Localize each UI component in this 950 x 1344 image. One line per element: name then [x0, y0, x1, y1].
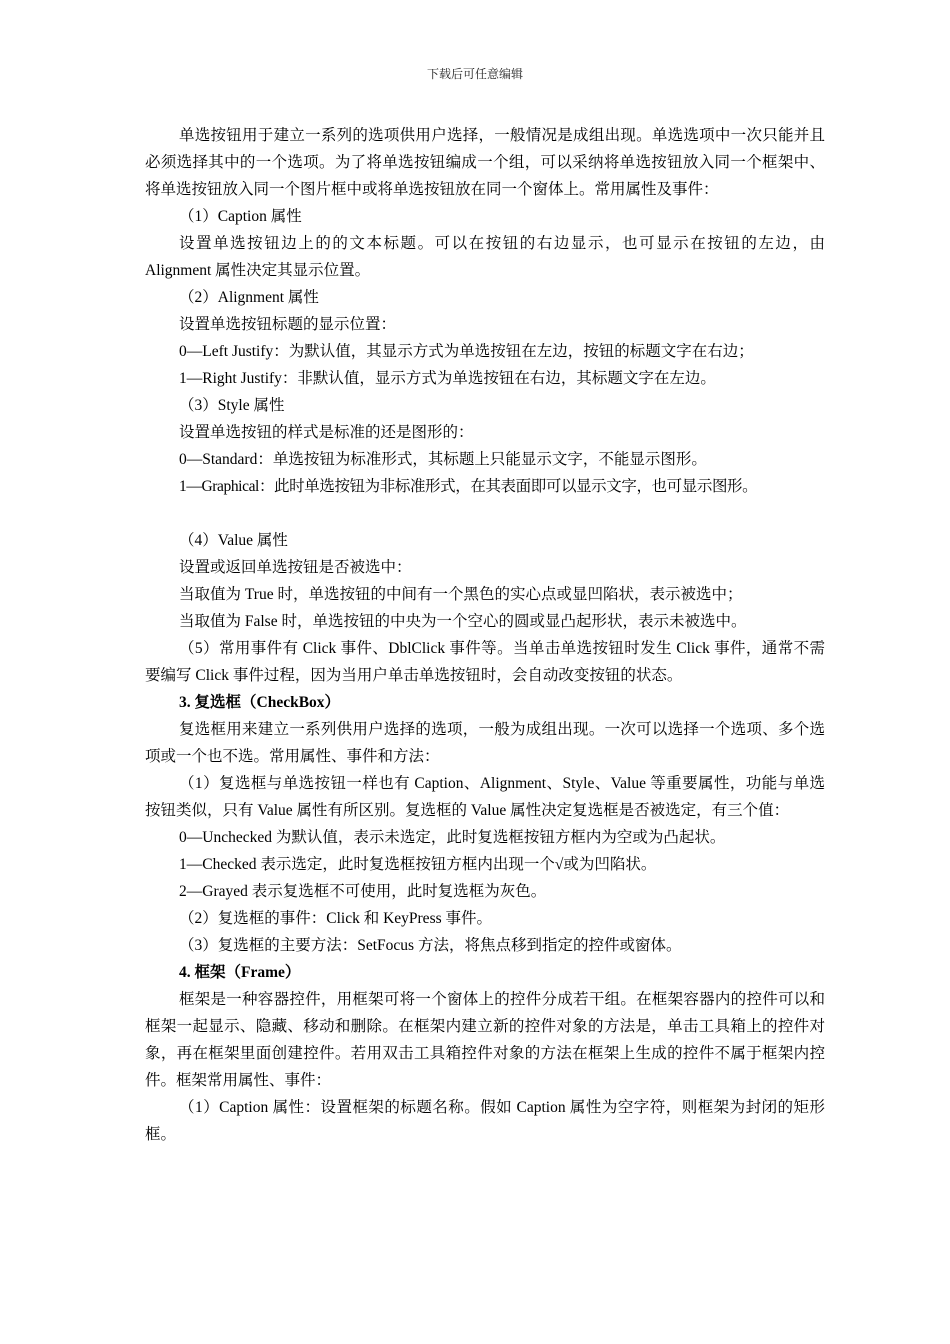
- section-heading-checkbox: 3. 复选框（CheckBox）: [179, 694, 341, 711]
- paragraph-checkbox-events: （2）复选框的事件：Click 和 KeyPress 事件。: [179, 910, 493, 927]
- list-item-checked: 1—Checked 表示选定，此时复选框按钮方框内出现一个√或为凹陷状。: [179, 856, 657, 873]
- document-body: [145, 122, 825, 1148]
- paragraph-alignment-description: 设置单选按钮标题的显示位置：: [179, 316, 397, 333]
- subheading-alignment-property: （2）Alignment 属性: [179, 289, 319, 306]
- section-heading-frame: 4. 框架（Frame）: [179, 964, 301, 981]
- list-item-grayed: 2—Grayed 表示复选框不可使用，此时复选框为灰色。: [179, 883, 547, 900]
- list-item-left-justify: 0—Left Justify：为默认值，其显示方式为单选按钮在左边，按钮的标题文字在右边；: [179, 343, 754, 360]
- paragraph-frame-intro: 框架是一种容器控件，用框架可将一个窗体上的控件分成若干组。在框架容器内的控件可以和框架一起显示、隐藏、移动和删除。在框架内建立新的控件对象的方法是，单击工具箱上的控件对象，再在框架里面创建控件。若用双击工具箱控件对象的方法在框架上生成的控件不属于框架内控件。框架常用属性、事件：: [145, 991, 825, 1089]
- list-item-value-true: 当取值为 True 时，单选按钮的中间有一个黑色的实心点或显凹陷状，表示被选中；: [179, 586, 743, 603]
- paragraph-common-events: （5）常用事件有 Click 事件、DblClick 事件等。当单击单选按钮时发生 Click 事件，通常不需要编写 Click 事件过程，因为当用户单击单选按钮时，会自动改变按钮的状态。: [145, 640, 825, 684]
- paragraph-caption-description: 设置单选按钮边上的的文本标题。可以在按钮的右边显示，也可显示在按钮的左边，由 Alignment 属性决定其显示位置。: [145, 235, 825, 279]
- blank-line: [145, 500, 825, 527]
- paragraph-style-description: 设置单选按钮的样式是标准的还是图形的：: [179, 424, 474, 441]
- paragraph-option-button-intro: 单选按钮用于建立一系列的选项供用户选择，一般情况是成组出现。单选选项中一次只能并且必须选择其中的一个选项。为了将单选按钮编成一个组，可以采纳将单选按钮放入同一个框架中、将单选按钮放入同一个图片框中或将单选按钮放在同一个窗体上。常用属性及事件：: [145, 127, 825, 198]
- list-item-graphical: 1—Graphical：此时单选按钮为非标准形式，在其表面即可以显示文字，也可显示图形。: [179, 478, 758, 495]
- subheading-style-property: （3）Style 属性: [179, 397, 285, 414]
- paragraph-frame-caption: （1）Caption 属性：设置框架的标题名称。假如 Caption 属性为空字符，则框架为封闭的矩形框。: [145, 1099, 825, 1143]
- page-header: 下载后可任意编辑: [426, 67, 523, 81]
- list-item-standard: 0—Standard：单选按钮为标准形式，其标题上只能显示文字，不能显示图形。: [179, 451, 707, 468]
- paragraph-checkbox-methods: （3）复选框的主要方法：SetFocus 方法，将焦点移到指定的控件或窗体。: [179, 937, 682, 954]
- paragraph-value-description: 设置或返回单选按钮是否被选中：: [179, 559, 412, 576]
- subheading-value-property: （4）Value 属性: [179, 532, 288, 549]
- list-item-value-false: 当取值为 False 时，单选按钮的中央为一个空心的圆或显凸起形状，表示未被选中。: [179, 613, 747, 630]
- paragraph-checkbox-intro: 复选框用来建立一系列供用户选择的选项，一般为成组出现。一次可以选择一个选项、多个选项或一个也不选。常用属性、事件和方法：: [145, 721, 825, 765]
- paragraph-checkbox-properties: （1）复选框与单选按钮一样也有 Caption、Alignment、Style、Value 等重要属性，功能与单选按钮类似，只有 Value 属性有所区别。复选框的 Value 属性决定复选框是否被选定，有三个值：: [145, 775, 825, 819]
- list-item-unchecked: 0—Unchecked 为默认值，表示未选定，此时复选框按钮方框内为空或为凸起状。: [179, 829, 726, 846]
- subheading-caption-property: （1）Caption 属性: [179, 208, 302, 225]
- list-item-right-justify: 1—Right Justify：非默认值，显示方式为单选按钮在右边，其标题文字在左边。: [179, 370, 716, 387]
